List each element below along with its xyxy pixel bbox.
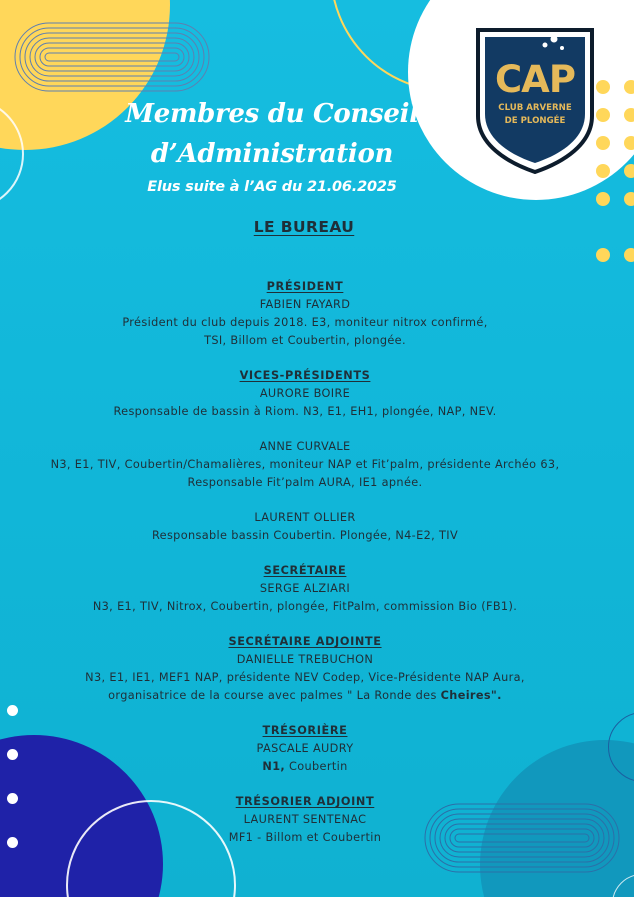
section-title: LE BUREAU xyxy=(253,218,355,236)
page-title-line2: d’Administration xyxy=(150,139,394,169)
secretary-name: SERGE ALZIARI xyxy=(259,582,351,595)
board-members-list xyxy=(0,278,610,847)
treasurer-heading: TRÉSORIÈRE xyxy=(262,724,348,737)
deputy-secretary-detail-1: N3, E1, IE1, MEF1 NAP, présidente NEV Codep, Vice-Présidente NAP Aura, xyxy=(85,671,525,684)
vice-president-detail: N3, E1, TIV, Coubertin/Chamalières, moniteur NAP et Fit’palm, présidente Archéo 63, xyxy=(50,458,560,471)
deputy-secretary-detail-2 xyxy=(0,687,610,705)
page-subtitle: Elus suite à l’AG du 21.06.2025 xyxy=(147,179,397,195)
deputy-secretary-name: DANIELLE TREBUCHON xyxy=(236,653,374,666)
vice-presidents-heading: VICES-PRÉSIDENTS xyxy=(239,369,371,382)
vice-presidents-block xyxy=(0,367,610,545)
president-block xyxy=(0,278,610,350)
secretary-block xyxy=(0,562,610,616)
president-detail-1: Président du club depuis 2018. E3, moniteur nitrox confirmé, xyxy=(122,316,488,329)
president-detail-2: TSI, Billom et Coubertin, plongée. xyxy=(204,334,406,347)
vice-president-detail: Responsable bassin Coubertin. Plongée, N4-E2, TIV xyxy=(151,529,459,542)
vice-president-name: AURORE BOIRE xyxy=(259,387,351,400)
treasurer-block xyxy=(0,722,610,776)
treasurer-location: Coubertin xyxy=(285,760,348,773)
deputy-secretary-detail-2-bold: Cheires". xyxy=(440,689,502,702)
deputy-treasurer-heading: TRÉSORIER ADJOINT xyxy=(235,795,375,808)
deputy-treasurer-block xyxy=(0,793,610,847)
logo-name-line1: CLUB ARVERNE xyxy=(498,103,572,113)
secretary-heading: SECRÉTAIRE xyxy=(263,564,347,577)
bubble-icon xyxy=(551,36,558,43)
logo-name-line2: DE PLONGÉE xyxy=(504,116,566,126)
deputy-treasurer-name: LAURENT SENTENAC xyxy=(243,813,367,826)
deputy-treasurer-detail: MF1 - Billom et Coubertin xyxy=(228,831,382,844)
vice-president-detail: Responsable Fit’palm AURA, IE1 apnée. xyxy=(187,476,423,489)
treasurer-level: N1, xyxy=(262,760,286,773)
treasurer-name: PASCALE AUDRY xyxy=(256,742,354,755)
decorative-concentric-lines-top xyxy=(14,22,210,92)
president-heading: PRÉSIDENT xyxy=(266,280,344,293)
treasurer-detail xyxy=(0,758,610,776)
bubble-icon xyxy=(543,43,548,48)
vice-president-detail: Responsable de bassin à Riom. N3, E1, EH1, plongée, NAP, NEV. xyxy=(113,405,497,418)
vice-president-name: LAURENT OLLIER xyxy=(254,511,356,524)
president-name: FABIEN FAYARD xyxy=(259,298,351,311)
secretary-detail: N3, E1, TIV, Nitrox, Coubertin, plongée, FitPalm, commission Bio (FB1). xyxy=(92,600,518,613)
vice-president-name: ANNE CURVALE xyxy=(259,440,351,453)
deputy-secretary-detail-2-text: organisatrice de la course avec palmes " La Ronde des xyxy=(108,689,441,702)
bubble-icon xyxy=(560,46,564,50)
page-title-line1: Membres du Conseil xyxy=(125,99,419,129)
logo-acronym: CAP xyxy=(495,58,575,101)
deputy-secretary-heading: SECRÉTAIRE ADJOINTE xyxy=(228,635,382,648)
deputy-secretary-block xyxy=(0,633,610,705)
